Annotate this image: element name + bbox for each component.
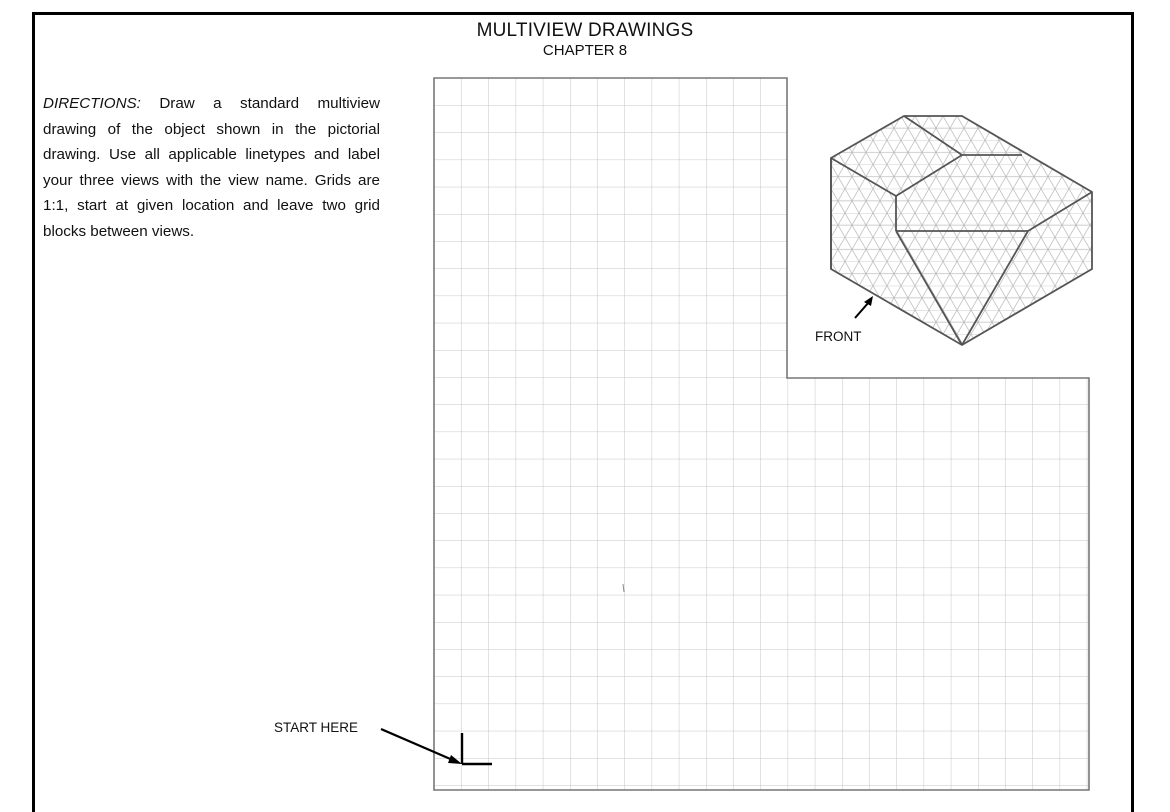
page-title: MULTIVIEW DRAWINGS (476, 20, 694, 41)
page-subtitle: CHAPTER 8 (542, 42, 628, 59)
isometric-pictorial-drawing (831, 116, 1092, 345)
directions-text: Draw a standard multiview drawing of the object shown in the pictorial drawing. Use all applicable linetypes and label your three views with the view name. Grids are 1:1, start at given location and leave two grid blocks between views. (43, 95, 380, 240)
front-label: FRONT (815, 329, 862, 344)
start-here-label: START HERE (274, 720, 359, 735)
front-arrow-icon (855, 296, 873, 318)
directions-label: DIRECTIONS: (43, 95, 141, 112)
